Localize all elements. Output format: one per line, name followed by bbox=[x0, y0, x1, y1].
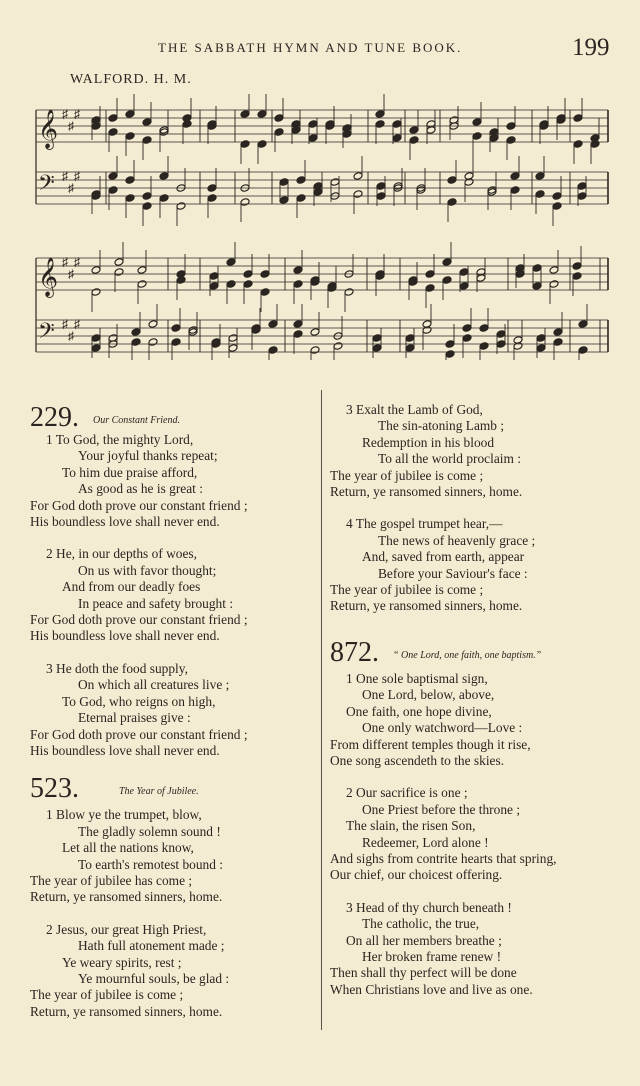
note bbox=[409, 136, 419, 145]
note bbox=[91, 288, 101, 297]
verse-line: Return, ye ransomed sinners, home. bbox=[30, 1003, 223, 1019]
note bbox=[479, 324, 489, 333]
verse-line: In peace and safety brought : bbox=[78, 595, 234, 611]
verse-line: As good as he is great : bbox=[78, 481, 203, 497]
verse-line: 4 The gospel trumpet hear,— bbox=[346, 516, 503, 532]
verse-line: His boundless love shall never end. bbox=[30, 742, 220, 758]
note bbox=[578, 346, 588, 355]
note bbox=[447, 176, 457, 185]
verse-line: The year of jubilee is come ; bbox=[30, 987, 184, 1003]
note bbox=[240, 198, 250, 207]
note bbox=[464, 178, 474, 187]
note bbox=[376, 182, 386, 191]
verse-line: 2 Our sacrifice is one ; bbox=[346, 785, 468, 801]
note bbox=[257, 110, 267, 119]
sharp-sign: ♯ bbox=[62, 255, 68, 269]
hymn-title: The Year of Jubilee. bbox=[119, 786, 199, 798]
note bbox=[535, 190, 545, 199]
note bbox=[240, 140, 250, 149]
note bbox=[308, 134, 318, 143]
verse-line: The slain, the risen Son, bbox=[346, 818, 476, 834]
verse-line: 3 Head of thy church beneath ! bbox=[346, 899, 512, 915]
verse-line: For God doth prove our constant friend ; bbox=[30, 726, 248, 742]
verse-line: Return, ye ransomed sinners, home. bbox=[30, 889, 223, 905]
note bbox=[376, 192, 386, 201]
note bbox=[392, 134, 402, 143]
note bbox=[125, 176, 135, 185]
note bbox=[207, 194, 217, 203]
note bbox=[405, 344, 415, 353]
note bbox=[108, 114, 118, 123]
note bbox=[142, 202, 152, 211]
note bbox=[422, 326, 432, 335]
note bbox=[243, 270, 253, 279]
note bbox=[291, 120, 301, 129]
note bbox=[472, 118, 482, 127]
note bbox=[459, 282, 469, 291]
note bbox=[240, 110, 250, 119]
note bbox=[293, 320, 303, 329]
note bbox=[375, 110, 385, 119]
verse-line: 3 He doth the food supply, bbox=[46, 660, 188, 676]
verse-line: One Lord, below, above, bbox=[362, 687, 495, 703]
note bbox=[442, 258, 452, 267]
note bbox=[142, 136, 152, 145]
treble-clef: 𝄞 bbox=[38, 109, 59, 149]
verse-line: One Priest before the throne ; bbox=[362, 801, 521, 817]
stanza bbox=[30, 546, 315, 644]
note bbox=[333, 342, 343, 351]
note bbox=[228, 344, 238, 353]
verse-line: 2 Jesus, our great High Priest, bbox=[46, 921, 207, 937]
note bbox=[590, 140, 600, 149]
verse-line: The year of jubilee has come ; bbox=[30, 872, 193, 888]
note bbox=[260, 270, 270, 279]
note bbox=[553, 328, 563, 337]
verse-line: For God doth prove our constant friend ; bbox=[30, 612, 248, 628]
note bbox=[207, 184, 217, 193]
note bbox=[148, 338, 158, 347]
stanza bbox=[330, 900, 620, 998]
note bbox=[293, 280, 303, 289]
note bbox=[137, 266, 147, 275]
verse-line: Let all the nations know, bbox=[62, 840, 194, 856]
verse-line: His boundless love shall never end. bbox=[30, 628, 220, 644]
verse-line: And from our deadly foes bbox=[62, 579, 201, 595]
note bbox=[131, 338, 141, 347]
hymn-number: 229. bbox=[30, 402, 79, 433]
note bbox=[372, 334, 382, 343]
stanza bbox=[30, 432, 315, 530]
sharp-sign: ♯ bbox=[68, 267, 74, 281]
hymn-number: 872. bbox=[330, 636, 379, 668]
stanza bbox=[330, 516, 620, 614]
note bbox=[496, 340, 506, 349]
note bbox=[176, 276, 186, 285]
hymn-heading bbox=[30, 769, 315, 803]
note bbox=[108, 186, 118, 195]
note bbox=[549, 280, 559, 289]
note bbox=[131, 328, 141, 337]
sharp-sign: ♯ bbox=[74, 317, 80, 331]
sharp-sign: ♯ bbox=[74, 107, 80, 121]
sharp-sign: ♯ bbox=[68, 181, 74, 195]
verse-line: Hath full atonement made ; bbox=[78, 938, 225, 954]
note bbox=[445, 350, 455, 359]
note bbox=[572, 262, 582, 271]
note bbox=[308, 120, 318, 129]
verse-line: The gladly solemn sound ! bbox=[78, 823, 221, 839]
note bbox=[108, 128, 118, 137]
note bbox=[279, 196, 289, 205]
hymn-heading bbox=[30, 398, 315, 432]
sharp-sign: ♯ bbox=[74, 255, 80, 269]
note bbox=[353, 172, 363, 181]
note bbox=[476, 268, 486, 277]
note bbox=[310, 346, 320, 355]
verse-line: The news of heavenly grace ; bbox=[378, 532, 536, 548]
sharp-sign: ♯ bbox=[62, 317, 68, 331]
note bbox=[510, 186, 520, 195]
stanza bbox=[330, 402, 620, 500]
note bbox=[108, 334, 118, 343]
verse-line: On us with favor thought; bbox=[78, 562, 217, 578]
note bbox=[176, 202, 186, 211]
hymn-heading bbox=[330, 633, 620, 667]
note bbox=[462, 334, 472, 343]
music-score bbox=[0, 0, 640, 360]
note bbox=[445, 340, 455, 349]
verse-line: Redeemer, Lord alone ! bbox=[362, 834, 489, 850]
note bbox=[353, 190, 363, 199]
note bbox=[159, 194, 169, 203]
verse-line: From different temples though it rise, bbox=[330, 736, 531, 752]
note bbox=[209, 272, 219, 281]
note bbox=[148, 320, 158, 329]
note bbox=[125, 194, 135, 203]
note bbox=[510, 172, 520, 181]
hymn-title: Our Constant Friend. bbox=[93, 415, 180, 426]
sharp-sign: ♯ bbox=[74, 169, 80, 183]
note bbox=[449, 116, 459, 125]
verse-line: When Christians love and live as one. bbox=[330, 981, 533, 997]
verse-line: To earth's remotest bound : bbox=[78, 856, 224, 872]
note bbox=[260, 288, 270, 297]
verse-line: The sin-atoning Lamb ; bbox=[378, 418, 505, 434]
note bbox=[513, 342, 523, 351]
note bbox=[572, 272, 582, 281]
bass-clef: 𝄢 bbox=[38, 171, 55, 201]
verse-line: The year of jubilee is come ; bbox=[330, 467, 484, 483]
note bbox=[442, 276, 452, 285]
note bbox=[142, 118, 152, 127]
sharp-sign: ♯ bbox=[62, 107, 68, 121]
note bbox=[342, 124, 352, 133]
verse-line: On which all creatures live ; bbox=[78, 677, 230, 693]
verse-line: Before your Saviour's face : bbox=[378, 565, 528, 581]
note bbox=[375, 120, 385, 129]
note bbox=[372, 344, 382, 353]
note bbox=[330, 178, 340, 187]
note bbox=[142, 192, 152, 201]
note bbox=[171, 324, 181, 333]
verse-line: One faith, one hope divine, bbox=[346, 703, 492, 719]
verse-line: Return, ye ransomed sinners, home. bbox=[330, 598, 523, 614]
note bbox=[549, 266, 559, 275]
verse-line: The year of jubilee is come ; bbox=[330, 582, 484, 598]
note bbox=[573, 140, 583, 149]
note bbox=[536, 344, 546, 353]
note bbox=[310, 328, 320, 337]
hymn-title: “ One Lord, one faith, one baptism.” bbox=[393, 649, 542, 661]
note bbox=[296, 194, 306, 203]
verse-line: To God, who reigns on high, bbox=[62, 693, 216, 709]
note bbox=[125, 110, 135, 119]
note bbox=[462, 324, 472, 333]
sharp-sign: ♯ bbox=[62, 169, 68, 183]
note bbox=[506, 136, 516, 145]
note bbox=[552, 192, 562, 201]
verse-line: 3 Exalt the Lamb of God, bbox=[346, 402, 483, 417]
verse-line: 2 He, in our depths of woes, bbox=[46, 546, 197, 562]
verse-line: To all the world proclaim : bbox=[378, 451, 521, 467]
stanza bbox=[30, 661, 315, 759]
note bbox=[274, 128, 284, 137]
hymn-number: 523. bbox=[30, 773, 79, 805]
note bbox=[552, 202, 562, 211]
note bbox=[182, 120, 192, 129]
note bbox=[344, 288, 354, 297]
note bbox=[577, 192, 587, 201]
verse-line: One song ascendeth to the skies. bbox=[330, 752, 505, 768]
note bbox=[536, 334, 546, 343]
note bbox=[137, 280, 147, 289]
note bbox=[489, 128, 499, 137]
verse-line: Ye weary spirits, rest ; bbox=[62, 954, 182, 970]
note bbox=[274, 114, 284, 123]
verse-line: Then shall thy perfect will be done bbox=[330, 965, 517, 981]
verse-line: Her broken frame renew ! bbox=[362, 948, 502, 964]
note bbox=[479, 342, 489, 351]
note bbox=[496, 330, 506, 339]
verse-line: Your joyful thanks repeat; bbox=[78, 448, 218, 464]
verse-line: 1 One sole baptismal sign, bbox=[346, 670, 488, 686]
verse-line: For God doth prove our constant friend ; bbox=[30, 497, 248, 513]
stanza bbox=[330, 671, 620, 769]
note bbox=[532, 264, 542, 273]
note bbox=[313, 182, 323, 191]
note bbox=[515, 264, 525, 273]
verse-line: 1 To God, the mighty Lord, bbox=[46, 432, 194, 447]
tune-name: WALFORD. H. M. bbox=[70, 72, 192, 87]
verse-line: 1 Blow ye the trumpet, blow, bbox=[46, 807, 202, 823]
note bbox=[268, 320, 278, 329]
verse-line: One only watchword—Love : bbox=[362, 720, 523, 736]
note bbox=[426, 120, 436, 129]
note bbox=[506, 122, 516, 131]
note bbox=[279, 178, 289, 187]
note bbox=[91, 334, 101, 343]
note bbox=[425, 284, 435, 293]
note bbox=[91, 116, 101, 125]
note bbox=[125, 132, 135, 141]
verse-line: And sighs from contrite hearts that spring, bbox=[330, 850, 557, 866]
note bbox=[114, 268, 124, 277]
note bbox=[228, 334, 238, 343]
note bbox=[577, 182, 587, 191]
note bbox=[578, 320, 588, 329]
verse-line: Our chief, our choicest offering. bbox=[330, 867, 503, 883]
note bbox=[405, 334, 415, 343]
running-title: THE SABBATH HYMN AND TUNE BOOK. bbox=[158, 40, 463, 55]
note bbox=[257, 140, 267, 149]
note bbox=[409, 126, 419, 135]
verse-line: Redemption in his blood bbox=[362, 434, 495, 450]
verse-line: And, saved from earth, appear bbox=[362, 549, 525, 565]
note bbox=[226, 280, 236, 289]
note bbox=[553, 338, 563, 347]
note bbox=[171, 338, 181, 347]
verse-line: Eternal praises give : bbox=[78, 710, 191, 726]
note bbox=[392, 120, 402, 129]
note bbox=[459, 268, 469, 277]
note bbox=[293, 330, 303, 339]
verse-line: His boundless love shall never end. bbox=[30, 514, 220, 530]
note bbox=[447, 198, 457, 207]
note bbox=[243, 280, 253, 289]
note bbox=[472, 132, 482, 141]
sharp-sign: ♯ bbox=[68, 119, 74, 133]
note bbox=[532, 282, 542, 291]
stanza bbox=[30, 922, 315, 1020]
verse-line: Ye mournful souls, be glad : bbox=[78, 970, 230, 986]
note bbox=[91, 266, 101, 275]
treble-clef: 𝄞 bbox=[38, 257, 59, 297]
page-number: 199 bbox=[572, 34, 610, 61]
note bbox=[535, 172, 545, 181]
verse-line: To him due praise afford, bbox=[62, 464, 198, 480]
bass-clef: 𝄢 bbox=[38, 319, 55, 349]
left-column bbox=[30, 398, 315, 1020]
note bbox=[108, 172, 118, 181]
note bbox=[226, 258, 236, 267]
note bbox=[425, 270, 435, 279]
verse-line: Return, ye ransomed sinners, home. bbox=[330, 484, 523, 500]
column-divider bbox=[321, 390, 322, 1030]
stanza bbox=[30, 807, 315, 905]
note bbox=[293, 266, 303, 275]
verse-line: On all her members breathe ; bbox=[346, 932, 502, 948]
verse-line: The catholic, the true, bbox=[362, 916, 480, 932]
note bbox=[209, 282, 219, 291]
note bbox=[573, 114, 583, 123]
stanza bbox=[330, 785, 620, 883]
note bbox=[296, 176, 306, 185]
note bbox=[159, 172, 169, 181]
note bbox=[268, 346, 278, 355]
sharp-sign: ♯ bbox=[68, 329, 74, 343]
note bbox=[114, 258, 124, 267]
right-column bbox=[330, 402, 620, 998]
note bbox=[91, 344, 101, 353]
